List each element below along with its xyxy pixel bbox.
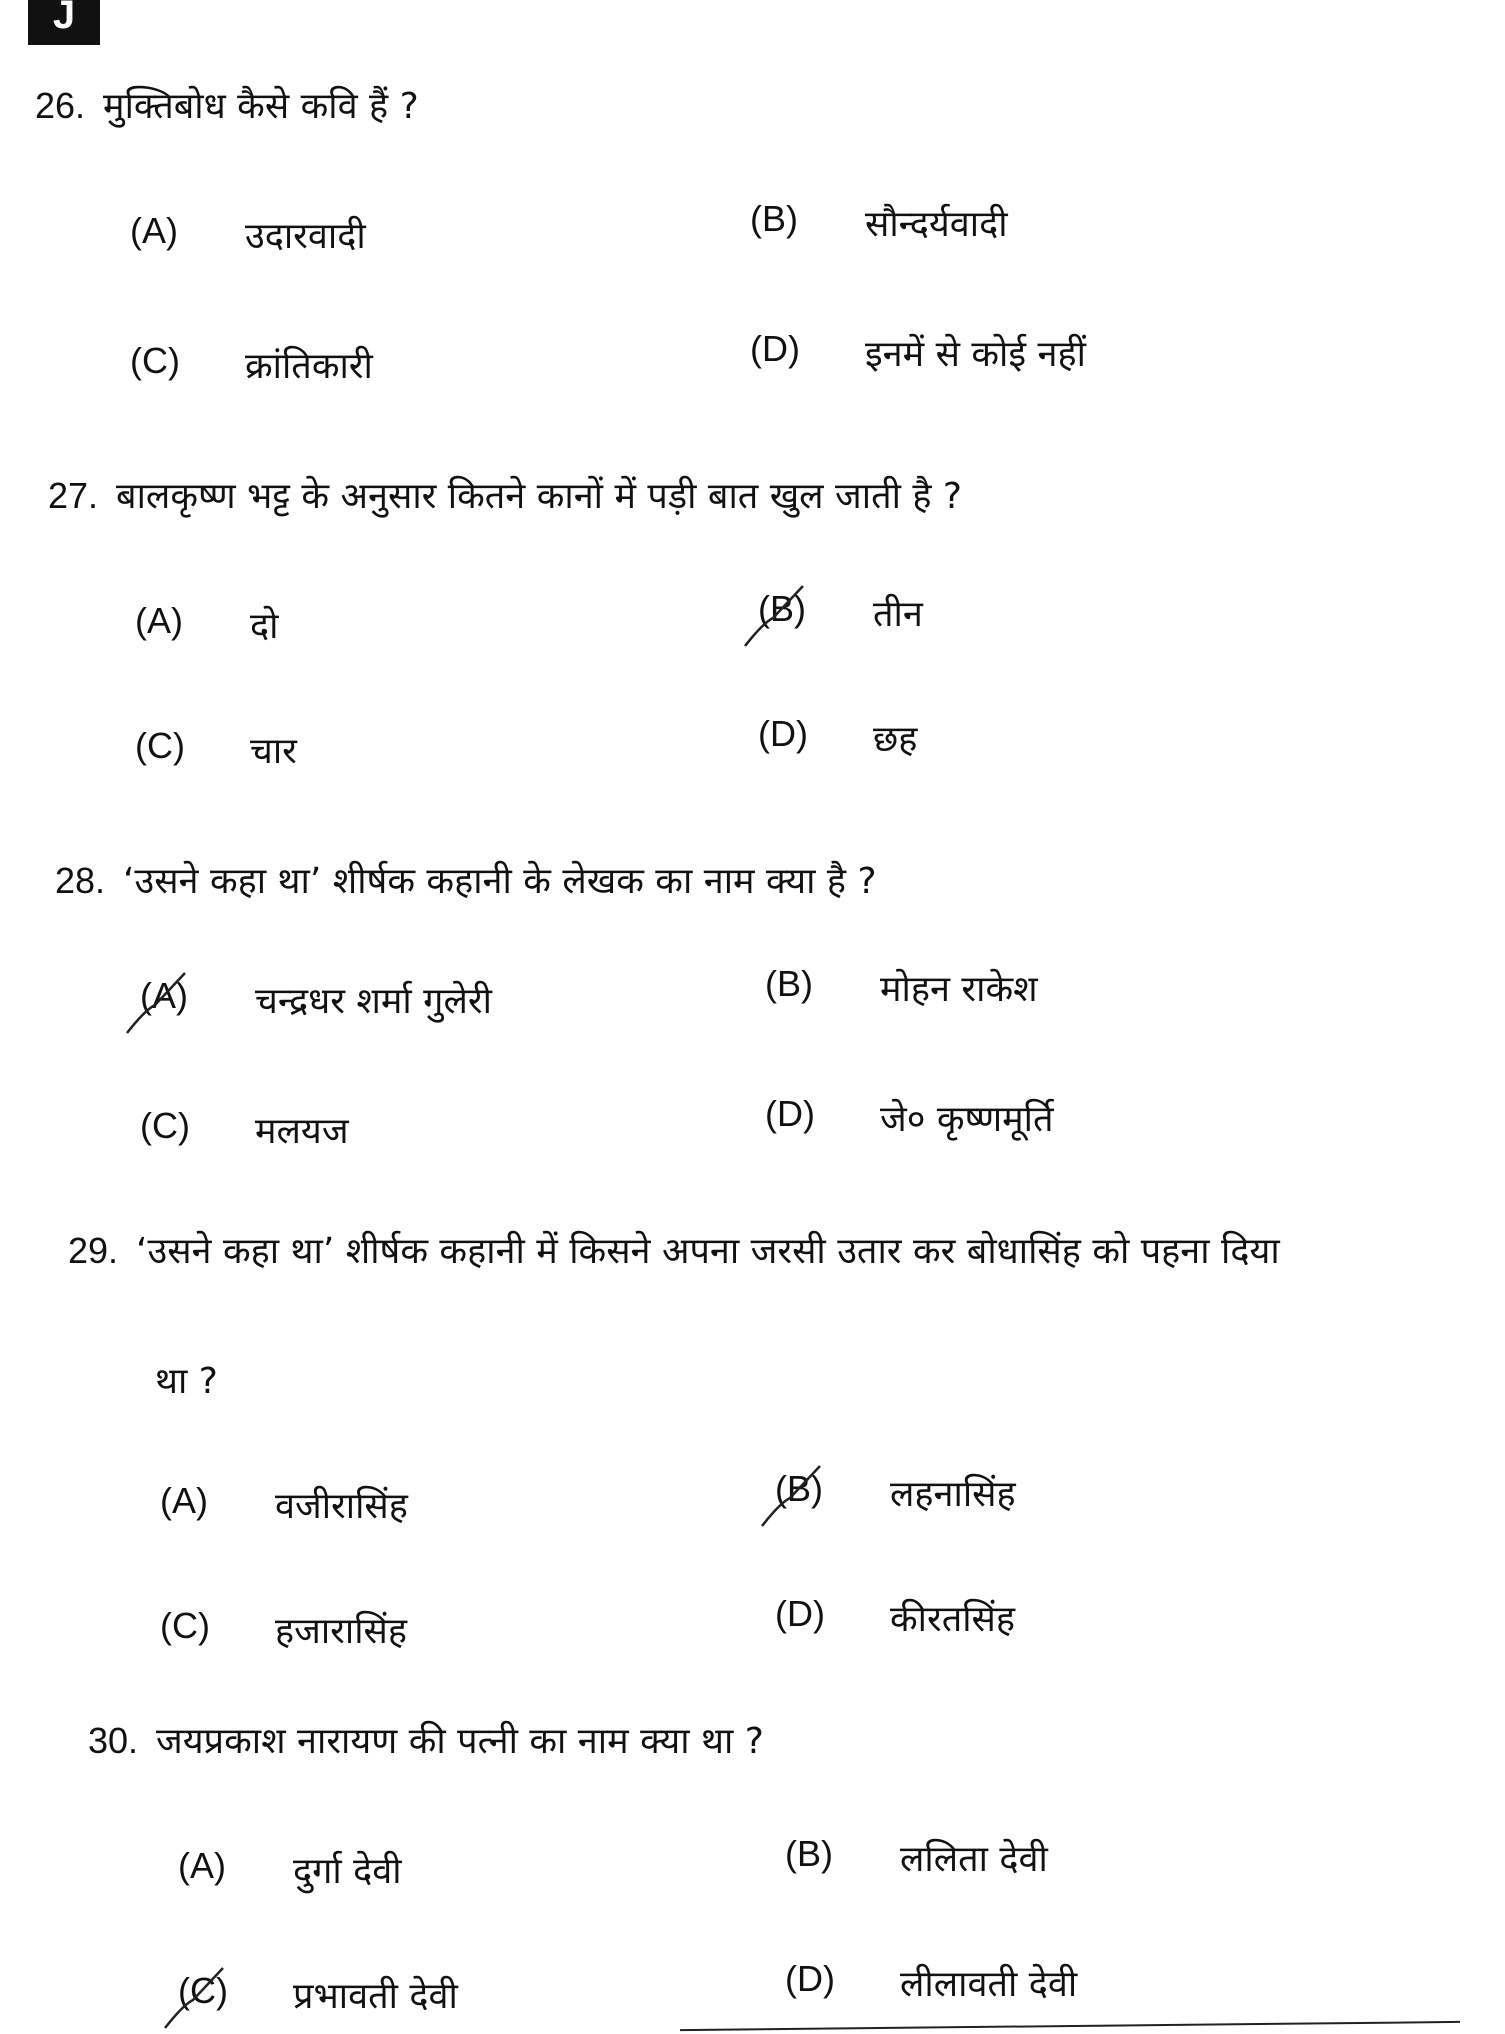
- question-number: 30.: [88, 1720, 139, 1761]
- option-label: (B): [765, 963, 813, 1004]
- question-stem: ‘उसने कहा था’ शीर्षक कहानी के लेखक का नाम क्या है ?: [123, 861, 877, 902]
- option-label: (A): [178, 1845, 226, 1886]
- option-label: (C): [160, 1605, 210, 1646]
- option-label: (C): [178, 1970, 228, 2011]
- option-text: इनमें से कोई नहीं: [865, 334, 1086, 375]
- answer-tick-mark-icon: [163, 1960, 233, 2030]
- question-stem: ‘उसने कहा था’ शीर्षक कहानी में किसने अपना जरसी उतार कर बोधासिंह को पहना दिया: [136, 1231, 1280, 1272]
- option-text: जे० कृष्णमूर्ति: [880, 1099, 1054, 1140]
- option-label: (B): [775, 1468, 823, 1509]
- option-text: प्रभावती देवी: [293, 1976, 458, 2017]
- question-stem: जयप्रकाश नारायण की पत्नी का नाम क्या था ?: [156, 1721, 764, 1762]
- option-text: मलयज: [255, 1111, 349, 1152]
- question-text: [88, 1715, 764, 1764]
- option-label: (B): [758, 588, 806, 629]
- option-text: मोहन राकेश: [880, 969, 1038, 1010]
- option-label: (A): [130, 210, 178, 251]
- option-text: सौन्दर्यवादी: [865, 204, 1008, 245]
- option-text: चन्द्रधर शर्मा गुलेरी: [255, 981, 492, 1022]
- option-label: (C): [130, 340, 180, 381]
- question-text: [48, 470, 962, 519]
- option-text: लहनासिंह: [890, 1474, 1016, 1515]
- answer-tick-mark-icon: [760, 1458, 830, 1528]
- page-marker: J: [28, 0, 100, 45]
- answer-tick-mark-icon: [743, 578, 813, 648]
- option-label: (B): [785, 1833, 833, 1874]
- question-text: [55, 855, 877, 904]
- option-label: (D): [785, 1958, 835, 1999]
- question-text: [35, 80, 419, 129]
- option-text: कीरतसिंह: [890, 1599, 1015, 1640]
- question-number: 26.: [35, 85, 86, 126]
- option-text: दो: [250, 606, 279, 647]
- option-label: (D): [758, 713, 808, 754]
- option-label: (C): [140, 1105, 190, 1146]
- option-text: तीन: [873, 594, 923, 635]
- option-label: (A): [140, 975, 188, 1016]
- question-number: 28.: [55, 860, 106, 901]
- option-label: (D): [750, 328, 800, 369]
- answer-tick-mark-icon: [125, 965, 195, 1035]
- option-text: उदारवादी: [245, 216, 366, 257]
- option-label: (A): [135, 600, 183, 641]
- question-number: 27.: [48, 475, 99, 516]
- option-label: (D): [775, 1593, 825, 1634]
- option-text: ललिता देवी: [900, 1839, 1048, 1880]
- option-label: (D): [765, 1093, 815, 1134]
- divider-line: [680, 2021, 1460, 2031]
- option-text: क्रांतिकारी: [245, 346, 373, 387]
- option-text: हजारासिंह: [275, 1611, 407, 1652]
- option-text: चार: [250, 731, 297, 772]
- option-label: (B): [750, 198, 798, 239]
- question-text: [68, 1225, 1280, 1274]
- question-stem: मुक्तिबोध कैसे कवि हैं ?: [103, 86, 419, 127]
- question-text-continued: [155, 1355, 218, 1404]
- option-text: छह: [873, 719, 918, 760]
- question-number: 29.: [68, 1230, 119, 1271]
- question-stem: था ?: [155, 1361, 218, 1402]
- option-text: वजीरासिंह: [275, 1486, 408, 1527]
- question-stem: बालकृष्ण भट्ट के अनुसार कितने कानों में पड़ी बात खुल जाती है ?: [116, 476, 963, 517]
- option-text: लीलावती देवी: [900, 1964, 1078, 2005]
- option-label: (C): [135, 725, 185, 766]
- option-label: (A): [160, 1480, 208, 1521]
- option-text: दुर्गा देवी: [293, 1851, 402, 1892]
